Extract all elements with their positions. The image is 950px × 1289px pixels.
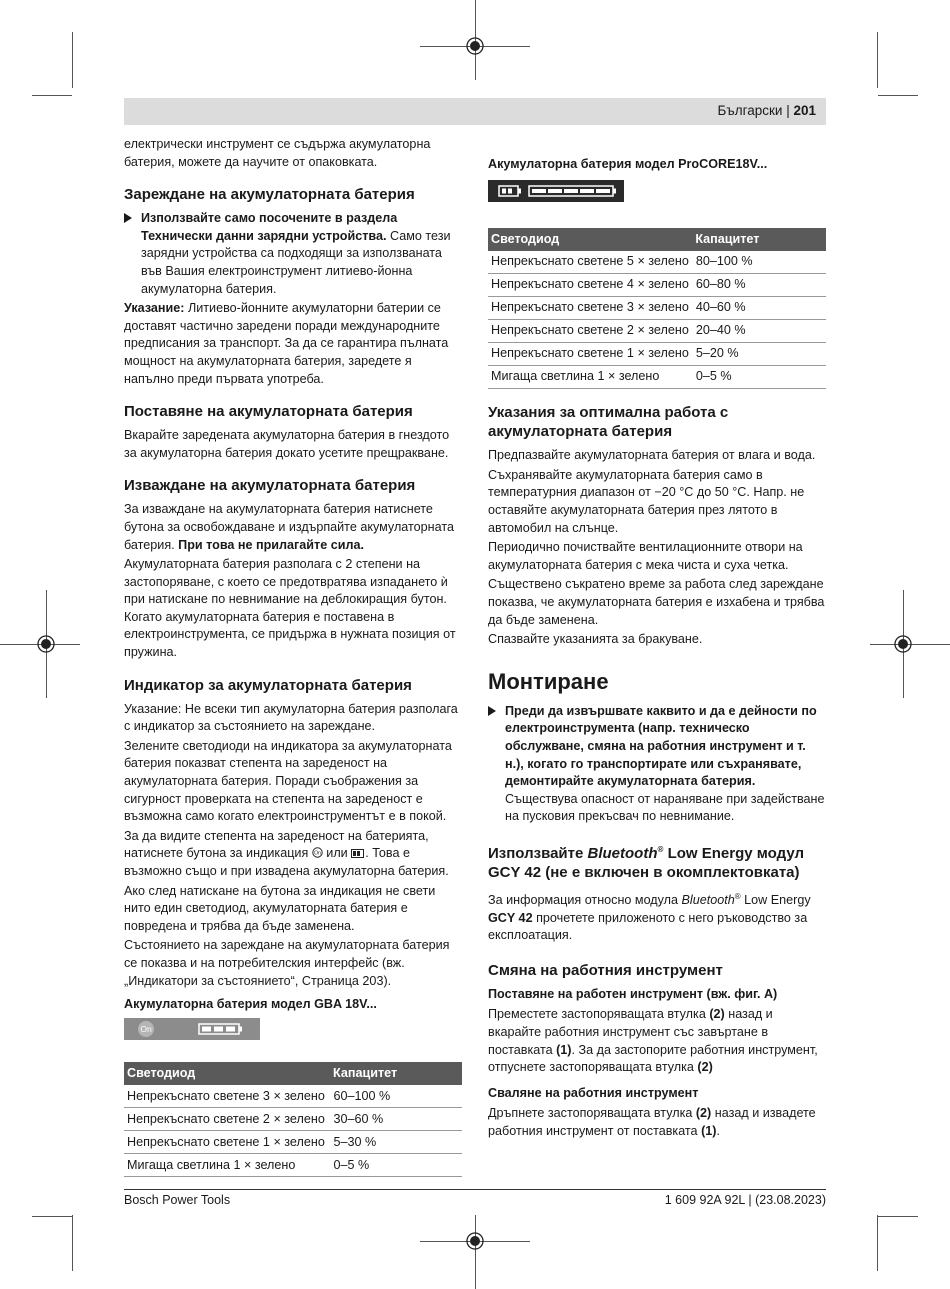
- battery-leds-icon: [528, 185, 618, 197]
- table-cell: 30–60 %: [330, 1108, 462, 1131]
- note-text: Литиево-йонните акумулаторни батерии се доставят частично заредени поради международните предписания за транспорт. За да се гарантира пълната мощност на акумулаторната батерия, заредете я напълно преди първата употреба.: [124, 301, 449, 386]
- indicator-p3-a: За да видите степента на зареденост на батерията, натиснете бутона за индикация: [124, 828, 429, 861]
- table-header-led: Светодиод: [488, 228, 692, 252]
- left-column: [124, 136, 462, 1177]
- mounting-bullet-text: Съществува опасност от нараняване при задействане на пусковия прекъсвач по невнимание.: [505, 791, 825, 824]
- table-cell: 20–40 %: [692, 320, 826, 343]
- charging-bullet-text: Само тези зарядни устройства са подходящи за използваната във Вашия електроинструмент литиево-йонна акумулаторна батерия.: [141, 228, 451, 296]
- table-cell: 60–80 %: [692, 274, 826, 297]
- right-column: [488, 156, 826, 1143]
- registration-mark-icon: [464, 35, 486, 57]
- crop-mark: [878, 1216, 918, 1217]
- bt-p-c: прочетете приложеното с него ръководство за експлоатация.: [488, 910, 808, 943]
- header-language: Български: [717, 103, 783, 118]
- table-cell: 0–5 %: [330, 1154, 462, 1177]
- table-cell: 5–30 %: [330, 1131, 462, 1154]
- mounting-heading: Монтиране: [488, 668, 609, 694]
- crop-mark: [32, 95, 72, 96]
- table-cell: 40–60 %: [692, 297, 826, 320]
- bullet-arrow-icon: [488, 706, 496, 716]
- table-cell: 0–5 %: [692, 366, 826, 389]
- tc-p1e: . За да застопорите работния инструмент, отпуснете застопоряващата втулка: [488, 1042, 818, 1075]
- gba-led-table: [124, 1062, 462, 1178]
- optimal-p1: Предпазвайте акумулаторната батерия от влага и вода.: [488, 448, 816, 463]
- charging-bullet-bold: Използвайте само посочените в раздела Технически данни зарядни устройства.: [141, 211, 398, 243]
- table-cell: Непрекъснато светене 3 × зелено: [488, 297, 692, 320]
- bt-p-italic: Bluetooth: [681, 893, 735, 908]
- table-row: [124, 1085, 462, 1108]
- inserting-text: Вкарайте заредената акумулаторна батерия в гнездото за акумулаторна батерия докато усетите прещракване.: [124, 428, 450, 460]
- bt-title-reg: ®: [657, 844, 664, 854]
- table-row: [488, 274, 826, 297]
- battery-gauge-icon: [351, 849, 365, 858]
- table-header-row: [488, 228, 826, 252]
- tc-p2b: (2): [695, 1106, 712, 1121]
- optimal-p3: Периодично почиствайте вентилационните отвори на акумулаторната батерия с мека чиста и суха четка.: [488, 540, 803, 572]
- bt-p-reg: ®: [734, 891, 741, 901]
- procore-led-table: [488, 228, 826, 390]
- tc-p2e: .: [716, 1124, 720, 1138]
- table-header-capacity: Капацитет: [692, 228, 826, 252]
- page-number: 201: [793, 103, 816, 118]
- tool-change-heading: Смяна на работния инструмент: [488, 961, 723, 979]
- bt-p-a: За информация относно модула: [488, 893, 682, 908]
- table-header-capacity: Капацитет: [330, 1062, 462, 1086]
- table-cell: 60–100 %: [330, 1085, 462, 1108]
- table-cell: Непрекъснато светене 2 × зелено: [124, 1108, 330, 1131]
- indicator-p1: Указание: Не всеки тип акумулаторна батерия разполага с индикатор за състоянието на зареждане.: [124, 701, 458, 734]
- bt-p-bold: GCY 42: [488, 910, 533, 925]
- crop-mark: [32, 1216, 72, 1217]
- crop-mark: [877, 32, 878, 88]
- optimal-use-heading: Указания за оптимална работа с акумулаторната батерия: [488, 404, 729, 441]
- bt-title-italic: Bluetooth: [587, 844, 658, 862]
- table-row: [488, 251, 826, 274]
- table-row: [124, 1108, 462, 1131]
- table-row: [124, 1131, 462, 1154]
- crop-mark: [877, 1215, 878, 1271]
- note-label: Указание:: [124, 301, 185, 316]
- charging-bullet: [124, 210, 462, 298]
- bt-title-a: Използвайте: [488, 844, 588, 862]
- crop-mark: [72, 1215, 73, 1271]
- removing-heading: Изваждане на акумулаторната батерия: [124, 477, 416, 495]
- table-cell: Мигаща светлина 1 × зелено: [124, 1154, 330, 1177]
- table-cell: Непрекъснато светене 1 × зелено: [124, 1131, 330, 1154]
- indicator-p3: [124, 828, 462, 881]
- tc-p1c: назад и вкарайте работния инструмент със завъртане в поставката: [488, 1007, 773, 1057]
- insert-tool-text: [488, 1006, 826, 1076]
- indicator-p2: Зелените светодиоди на индикатора за акумулаторната батерия показват степента на зареденост на акумулаторната батерия. Поради съображения за сигурност проверката на степента на зареденост е възможна само когато електроинструментът е в покой.: [124, 738, 452, 824]
- table-row: [488, 320, 826, 343]
- removing-text: [124, 501, 462, 554]
- charging-heading: Зареждане на акумулаторната батерия: [124, 186, 415, 204]
- table-cell: Непрекъснато светене 4 × зелено: [488, 274, 692, 297]
- table-cell: 5–20 %: [692, 343, 826, 366]
- procore-model-title: Акумулаторна батерия модел ProCORE18V...: [488, 157, 768, 171]
- footer-right: 1 609 92A 92L | (23.08.2023): [664, 1193, 826, 1207]
- indicator-p5: Състоянието на зареждане на акумулаторната батерия се показва и на потребителския интерфейс (вж. „Индикатори за състоянието“, Страница 203).: [124, 938, 450, 988]
- charging-note: [124, 300, 462, 388]
- page-header: [124, 98, 826, 125]
- registration-line: [475, 1215, 476, 1289]
- bt-title-b: Low Energy модул GCY 42 (не е включен в окомплектовката): [488, 844, 804, 881]
- table-row: [124, 1154, 462, 1177]
- removing-text-bold: При това не прилагайте сила.: [178, 537, 364, 552]
- table-cell: Непрекъснато светене 2 × зелено: [488, 320, 692, 343]
- table-cell: Мигаща светлина 1 × зелено: [488, 366, 692, 389]
- bluetooth-text: [488, 888, 826, 945]
- indicator-p4: Ако след натискане на бутона за индикация не свети нито един светодиод, акумулаторната батерия е повредена и трябва да бъде заменена.: [124, 883, 436, 933]
- table-header-led: Светодиод: [124, 1062, 330, 1086]
- table-cell: Непрекъснато светене 1 × зелено: [488, 343, 692, 366]
- svg-text:On: On: [313, 851, 321, 858]
- mounting-bullet-bold: Преди да извършвате каквито и да е дейности по електроинструмента (напр. техническо обслужване, смяна на работния инструмент и т. н.), когато го транспортирате или съхранявате, демонтирайте акумулаторната батерия.: [505, 703, 817, 789]
- optimal-p2: Съхранявайте акумулаторната батерия само в температурния диапазон от −20 °C до 50 °C. Напр. не оставяйте акумулаторната батерия през лятото в автомобил на слънце.: [488, 467, 805, 535]
- inserting-heading: Поставяне на акумулаторната батерия: [124, 403, 413, 421]
- header-text: Български | 201: [717, 103, 816, 118]
- remove-tool-text: [488, 1105, 826, 1140]
- table-cell: Непрекъснато светене 5 × зелено: [488, 251, 692, 274]
- indicator-heading: Индикатор за акумулаторната батерия: [124, 676, 412, 694]
- battery-leds-icon: [198, 1023, 244, 1035]
- tc-p1d: (1): [556, 1042, 572, 1057]
- battery-status-icon: [498, 185, 522, 197]
- removing-text-2: Акумулаторната батерия разполага с 2 степени на застопоряване, с което се предотвратява изпадането ѝ при натискане по невнимание на деблокиращия бутон. Когато акумулаторната батерия е поставена в електроинструмента, се придържа в нужната позиция от пружина.: [124, 557, 456, 660]
- bullet-arrow-icon: [124, 213, 132, 223]
- table-cell: 80–100 %: [692, 251, 826, 274]
- remove-tool-subheading: Сваляне на работния инструмент: [488, 1085, 699, 1100]
- registration-mark-icon: [464, 1230, 486, 1252]
- page-footer: [124, 1189, 826, 1207]
- table-cell: Непрекъснато светене 3 × зелено: [124, 1085, 330, 1108]
- tc-p1b: (2): [709, 1007, 725, 1022]
- on-button-icon: On: [138, 1021, 154, 1037]
- intro-paragraph: електрически инструмент се съдържа акумулаторна батерия, можете да научите от опаковката.: [124, 137, 431, 169]
- optimal-p5: Спазвайте указанията за бракуване.: [488, 632, 703, 647]
- crop-mark: [878, 95, 918, 96]
- crop-mark: [72, 32, 73, 88]
- registration-mark-icon: [892, 633, 914, 655]
- mounting-bullet: [488, 703, 826, 826]
- gba-model-title: Акумулаторна батерия модел GBA 18V...: [124, 997, 377, 1012]
- tc-p2c: назад и извадете работния инструмент от поставката: [488, 1106, 816, 1138]
- tc-p1f: (2): [697, 1060, 713, 1075]
- removing-text-a: За изваждане на акумулаторната батерия натиснете бутона за освобождаване и издърпайте акумулаторната батерия.: [124, 502, 454, 552]
- registration-mark-icon: [35, 633, 57, 655]
- optimal-p4: Съществено съкратено време за работа след зареждане показва, че акумулаторната батерия е изхабена и трябва да бъде заменена.: [488, 577, 825, 627]
- footer-left: Bosch Power Tools: [124, 1193, 231, 1207]
- bt-p-b: Low Energy: [740, 893, 811, 908]
- table-row: [488, 343, 826, 366]
- tc-p2d: (1): [701, 1124, 717, 1138]
- indicator-p3-b: или: [322, 846, 352, 861]
- on-button-icon: [312, 847, 323, 858]
- table-header-row: [124, 1062, 462, 1086]
- tc-p2a: Дръпнете застопоряващата втулка: [488, 1106, 696, 1121]
- table-row: [488, 297, 826, 320]
- insert-tool-subheading: Поставяне на работен инструмент (вж. фиг. A): [488, 986, 778, 1001]
- bluetooth-heading: [488, 840, 826, 882]
- tc-p1a: Преместете застопоряващата втулка: [488, 1007, 710, 1022]
- indicator-p3-c: . Това е възможно също и при извадена акумулаторна батерия.: [124, 846, 449, 878]
- procore-battery-indicator-illustration: [488, 180, 624, 202]
- table-row: [488, 366, 826, 389]
- gba-battery-indicator-illustration: [124, 1018, 260, 1040]
